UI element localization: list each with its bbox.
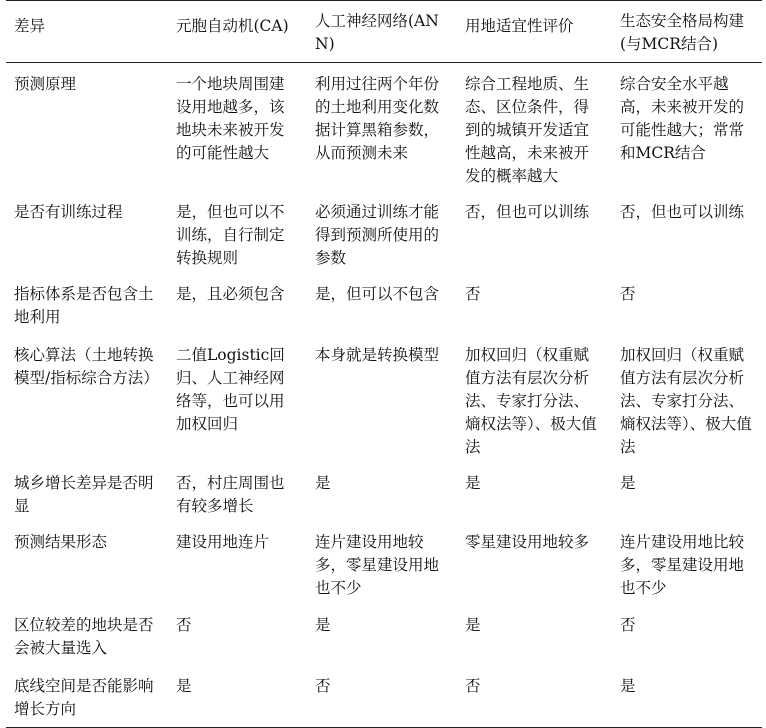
table-row	[6, 665, 762, 728]
cell-ca: 否	[176, 616, 192, 634]
cell-ecological-security: 否	[620, 616, 636, 634]
row-label: 底线空间是否能影响增长方向	[6, 665, 168, 728]
row-label: 预测结果形态	[14, 533, 108, 551]
table-row	[6, 63, 762, 192]
cell-ca: 是	[168, 665, 307, 728]
row-label: 区位较差的地块是否会被大量选入	[14, 616, 154, 657]
cell-ecological-security: 是	[612, 665, 762, 728]
header-difference: 差异	[6, 1, 168, 63]
cell-ann: 是	[315, 616, 331, 634]
comparison-table	[6, 0, 762, 728]
table-row	[6, 191, 762, 273]
table-row	[6, 521, 762, 604]
cell-ecological-security: 加权回归（权重赋值方法有层次分析法、专家打分法、熵权法等）、极大值法	[620, 346, 752, 456]
cell-ecological-security: 连片建设用地比较多，零星建设用地也不少	[620, 533, 745, 597]
header-ann: 人工神经网络(ANN)	[307, 1, 457, 63]
cell-suitability: 否，但也可以训练	[465, 203, 590, 221]
row-label: 指标体系是否包含土地利用	[14, 285, 154, 326]
cell-ca: 是，但也可以不训练，自行制定转换规则	[176, 203, 285, 267]
cell-suitability: 否	[465, 285, 481, 303]
cell-ecological-security: 否，但也可以训练	[620, 203, 745, 221]
table-row	[6, 604, 762, 665]
cell-ann: 是	[315, 474, 331, 492]
cell-suitability: 零星建设用地较多	[465, 533, 590, 551]
cell-ann: 否	[307, 665, 457, 728]
row-label: 是否有训练过程	[14, 203, 123, 221]
table-row	[6, 273, 762, 334]
table-row	[6, 334, 762, 462]
cell-ca: 是，且必须包含	[176, 285, 285, 303]
cell-suitability: 是	[465, 616, 481, 634]
cell-ann: 必须通过训练才能得到预测所使用的参数	[315, 203, 440, 267]
cell-ca: 一个地块周围建设用地越多，该地块未来被开发的可能性越大	[176, 75, 285, 162]
cell-suitability: 否	[457, 665, 612, 728]
row-label: 预测原理	[14, 75, 77, 93]
cell-suitability: 是	[465, 474, 481, 492]
cell-ann: 利用过往两个年份的土地利用变化数据计算黑箱参数，从而预测未来	[315, 75, 440, 162]
cell-suitability: 加权回归（权重赋值方法有层次分析法、专家打分法、熵权法等）、极大值法	[465, 346, 597, 456]
header-suitability: 用地适宜性评价	[457, 1, 612, 63]
cell-ca: 否，村庄周围也有较多增长	[176, 474, 285, 515]
table-row	[6, 462, 762, 521]
cell-ecological-security: 综合安全水平越高，未来被开发的可能性越大；常常和MCR结合	[620, 75, 745, 162]
cell-ann: 连片建设用地较多，零星建设用地也不少	[315, 533, 440, 597]
header-ecological-security: 生态安全格局构建(与MCR结合)	[612, 1, 762, 63]
row-label: 城乡增长差异是否明显	[14, 474, 154, 515]
cell-ca: 二值Logistic回归、人工神经网络等，也可以用加权回归	[176, 346, 285, 433]
cell-ca: 建设用地连片	[176, 533, 270, 551]
cell-ann: 本身就是转换模型	[315, 346, 440, 364]
cell-suitability: 综合工程地质、生态、区位条件，得到的城镇开发适宜性越高，未来被开发的概率越大	[465, 75, 590, 185]
cell-ecological-security: 是	[620, 474, 636, 492]
cell-ecological-security: 否	[620, 285, 636, 303]
table-header-row	[6, 1, 762, 63]
row-label: 核心算法（土地转换模型/指标综合方法）	[14, 346, 159, 387]
header-ca: 元胞自动机(CA)	[168, 1, 307, 63]
cell-ann: 是，但可以不包含	[315, 285, 440, 303]
